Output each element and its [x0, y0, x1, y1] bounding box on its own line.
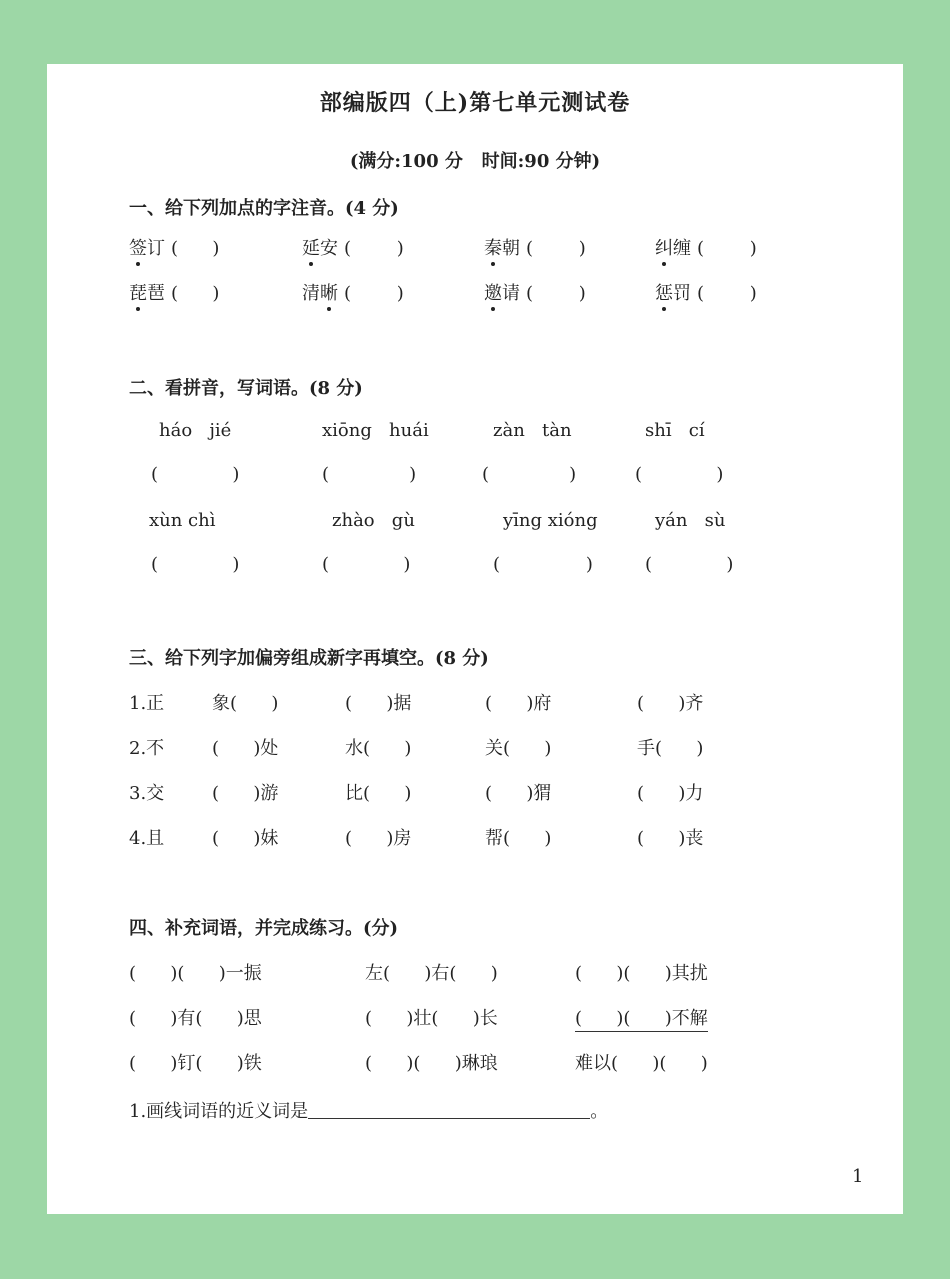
answer-paren[interactable]: ( )	[322, 464, 417, 485]
idiom-text[interactable]: ( )钉( )铁	[129, 1053, 262, 1074]
fill-item[interactable]: 手( )	[637, 738, 704, 759]
dotted-char: 秦	[484, 234, 502, 260]
question1-prefix: 1.画线词语的近义词是	[129, 1101, 309, 1122]
pinyin-cue: zàn tàn	[493, 420, 572, 441]
base-char: 4.且	[129, 828, 165, 849]
answer-paren[interactable]: ( )	[171, 283, 220, 304]
page-title: 部编版四（上)第七单元测试卷	[319, 90, 631, 116]
idiom-text[interactable]: ( )( )一振	[129, 963, 262, 984]
fill-item[interactable]: ( )齐	[637, 693, 704, 714]
pinyin-cue: yīng xióng	[503, 510, 598, 531]
idiom-text[interactable]: ( )壮( )长	[365, 1008, 498, 1029]
dotted-char: 延	[302, 234, 320, 260]
pinyin-cue: xiōng huái	[322, 420, 429, 441]
page-number: 1	[852, 1166, 864, 1187]
word-item	[129, 234, 219, 260]
idiom-item[interactable]	[365, 1004, 498, 1030]
answer-paren[interactable]: ( )	[697, 238, 757, 259]
idiom-text[interactable]: ( )( )琳琅	[365, 1053, 498, 1074]
word-char: 订	[147, 238, 165, 259]
pinyin-cue: zhào gù	[332, 510, 415, 531]
idiom-item[interactable]	[575, 1004, 708, 1032]
answer-paren[interactable]: ( )	[344, 283, 404, 304]
fill-item[interactable]: ( )据	[345, 693, 412, 714]
section1-heading: 一、给下列加点的字注音。(4 分)	[129, 198, 399, 219]
answer-paren[interactable]: ( )	[322, 554, 411, 575]
fill-item[interactable]: 水( )	[345, 738, 412, 759]
answer-paren[interactable]: ( )	[344, 238, 404, 259]
section3-heading: 三、给下列字加偏旁组成新字再填空。(8 分)	[129, 648, 489, 669]
fill-item[interactable]: 帮( )	[485, 828, 552, 849]
word-char: 清	[302, 283, 320, 304]
base-char: 2.不	[129, 738, 165, 759]
base-char: 1.正	[129, 693, 165, 714]
idiom-text[interactable]: ( )( )其扰	[575, 963, 708, 984]
answer-paren[interactable]: ( )	[635, 464, 724, 485]
idiom-text[interactable]: 难以( )( )	[575, 1053, 708, 1074]
fill-item[interactable]: ( )处	[212, 738, 279, 759]
idiom-text[interactable]: ( )有( )思	[129, 1008, 262, 1029]
dotted-char: 琵	[129, 279, 147, 305]
answer-paren[interactable]: ( )	[151, 464, 240, 485]
word-char: 朝	[502, 238, 520, 259]
base-char: 3.交	[129, 783, 165, 804]
idiom-item[interactable]	[129, 1049, 262, 1075]
word-item	[655, 234, 757, 260]
dotted-char: 纠	[655, 234, 673, 260]
fill-item[interactable]: ( )游	[212, 783, 279, 804]
fill-item[interactable]: ( )妹	[212, 828, 279, 849]
fill-item[interactable]: ( )丧	[637, 828, 704, 849]
word-char: 安	[320, 238, 338, 259]
fill-item[interactable]: 象( )	[212, 693, 279, 714]
idiom-item[interactable]	[129, 1004, 262, 1030]
word-char: 缠	[673, 238, 691, 259]
exam-paper	[47, 64, 903, 1214]
fill-item[interactable]: 比( )	[345, 783, 412, 804]
word-char: 琶	[147, 283, 165, 304]
answer-paren[interactable]: ( )	[526, 238, 586, 259]
underlined-idiom[interactable]: ( )( )不解	[575, 1004, 708, 1032]
exam-subtitle: (满分:100 分 时间:90 分钟)	[349, 151, 601, 172]
answer-paren[interactable]: ( )	[526, 283, 586, 304]
idiom-item[interactable]	[365, 1049, 498, 1075]
fill-item[interactable]: ( )房	[345, 828, 412, 849]
word-item	[484, 234, 586, 260]
fill-item[interactable]: ( )力	[637, 783, 704, 804]
idiom-item[interactable]	[365, 959, 498, 985]
answer-blank[interactable]	[308, 1100, 590, 1119]
pinyin-cue: yán sù	[655, 510, 726, 531]
word-item	[302, 234, 404, 260]
dotted-char: 晰	[320, 279, 338, 305]
section2-heading: 二、看拼音，写词语。(8 分)	[129, 378, 363, 399]
answer-paren[interactable]: ( )	[645, 554, 734, 575]
pinyin-cue: xùn chì	[149, 510, 216, 531]
dotted-char: 邀	[484, 279, 502, 305]
dotted-char: 签	[129, 234, 147, 260]
word-char: 罚	[673, 283, 691, 304]
section4-heading: 四、补充词语，并完成练习。(分)	[129, 918, 399, 939]
answer-paren[interactable]: ( )	[493, 554, 593, 575]
idiom-item[interactable]	[129, 959, 262, 985]
idiom-item[interactable]	[575, 959, 708, 985]
word-item	[484, 279, 586, 305]
idiom-text[interactable]: 左( )右( )	[365, 963, 498, 984]
word-item	[129, 279, 219, 305]
word-item	[302, 279, 404, 305]
fill-item[interactable]: 关( )	[485, 738, 552, 759]
pinyin-cue: háo jié	[159, 420, 232, 441]
word-char: 请	[502, 283, 520, 304]
answer-paren[interactable]: ( )	[171, 238, 220, 259]
word-item	[655, 279, 757, 305]
question1-suffix: 。	[590, 1101, 609, 1122]
dotted-char: 惩	[655, 279, 673, 305]
fill-item[interactable]: ( )府	[485, 693, 552, 714]
answer-paren[interactable]: ( )	[482, 464, 577, 485]
idiom-item[interactable]	[575, 1049, 708, 1075]
answer-paren[interactable]: ( )	[697, 283, 757, 304]
fill-item[interactable]: ( )猬	[485, 783, 552, 804]
question1	[129, 1097, 608, 1123]
pinyin-cue: shī cí	[645, 420, 705, 441]
answer-paren[interactable]: ( )	[151, 554, 240, 575]
